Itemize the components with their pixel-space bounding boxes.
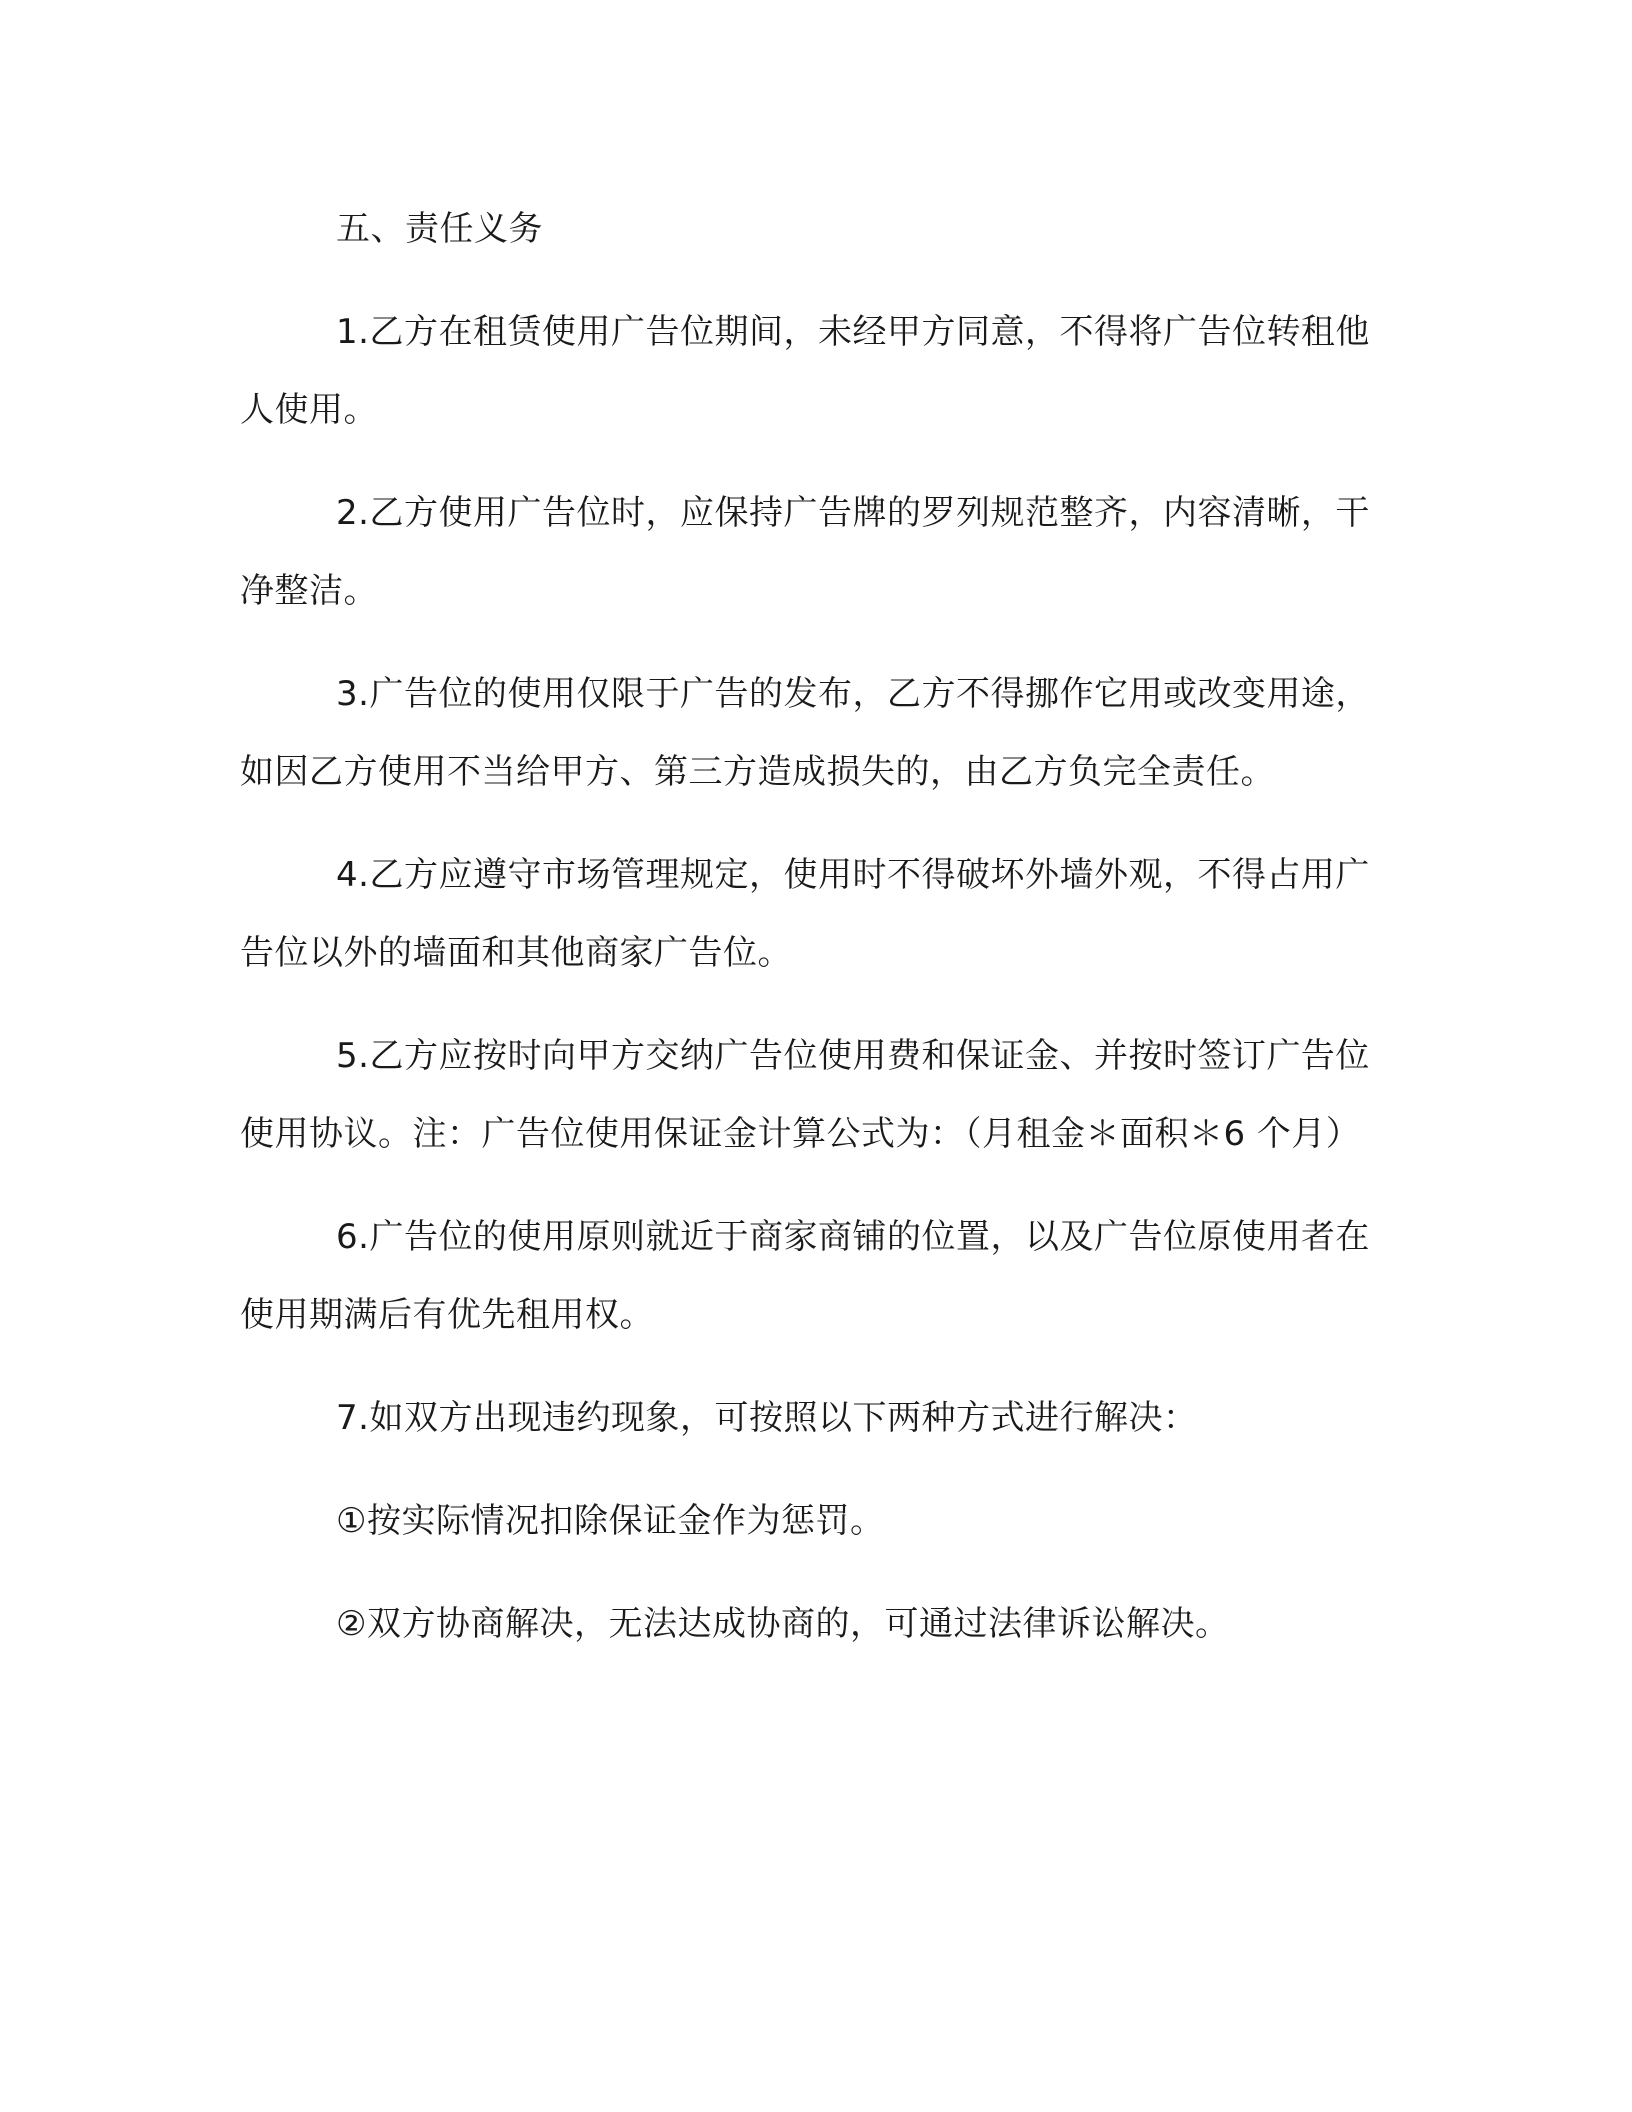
resolution-option-2: ②双方协商解决，无法达成协商的，可通过法律诉讼解决。 [336, 1604, 1230, 1644]
resolution-option-1: ①按实际情况扣除保证金作为惩罚。 [336, 1501, 885, 1541]
clause-7: 7.如双方出现违约现象，可按照以下两种方式进行解决： [336, 1398, 1198, 1438]
clause-2: 2.乙方使用广告位时，应保持广告牌的罗列规范整齐，内容清晰，干净整洁。 [240, 493, 1370, 611]
clause-6: 6.广告位的使用原则就近于商家商铺的位置，以及广告位原使用者在使用期满后有优先租用权。 [240, 1217, 1370, 1335]
document-page [240, 190, 1400, 1688]
clause-5: 5.乙方应按时向甲方交纳广告位使用费和保证金、并按时签订广告位使用协议。注：广告位使用保证金计算公式为：（月租金＊面积＊6 个月） [240, 1036, 1370, 1154]
clause-1: 1.乙方在租赁使用广告位期间，未经甲方同意，不得将广告位转租他人使用。 [240, 312, 1370, 430]
section-heading: 五、责任义务 [336, 209, 543, 249]
clause-3: 3.广告位的使用仅限于广告的发布，乙方不得挪作它用或改变用途，如因乙方使用不当给甲方、第三方造成损失的，由乙方负完全责任。 [240, 674, 1370, 792]
clause-4: 4.乙方应遵守市场管理规定，使用时不得破坏外墙外观，不得占用广告位以外的墙面和其他商家广告位。 [240, 855, 1370, 973]
